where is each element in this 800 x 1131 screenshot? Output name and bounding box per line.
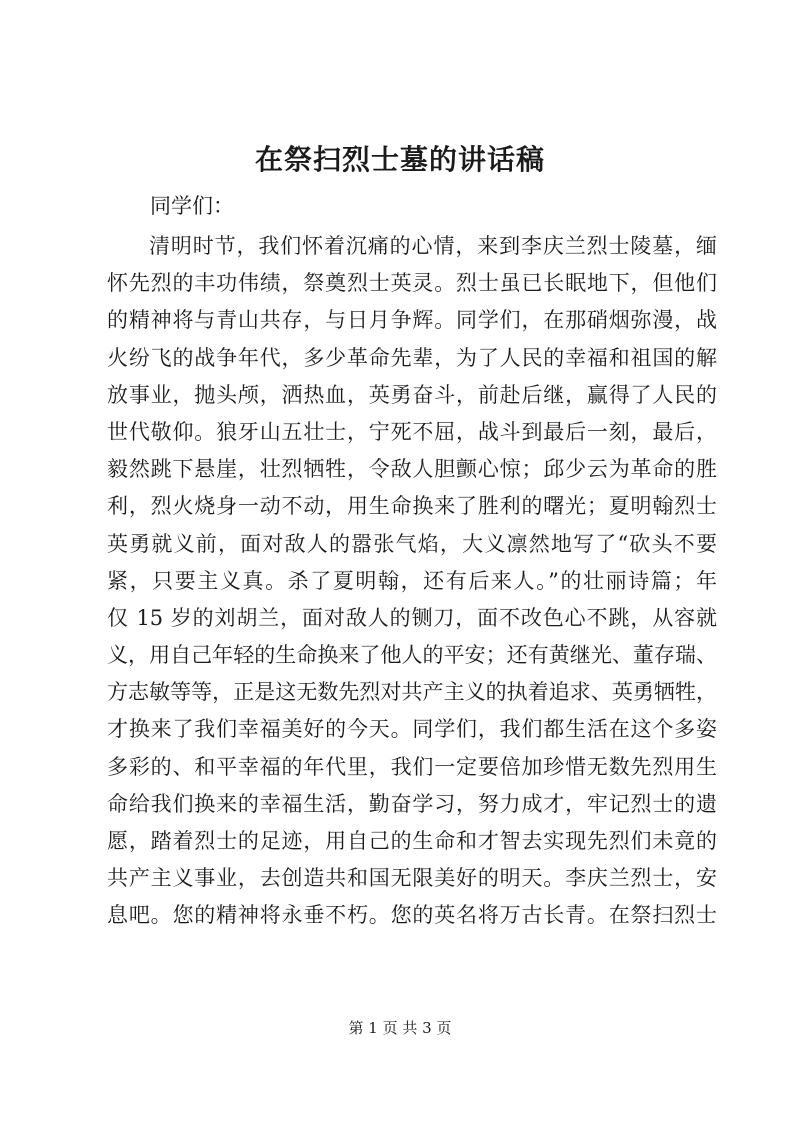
page-footer: 第 1 页 共 3 页	[348, 1019, 452, 1037]
text-line: 仅 15 岁的刘胡兰，面对敌人的铡刀，面不改色心不跳，从容就	[107, 605, 717, 630]
text-line: 才换来了我们幸福美好的今天。同学们，我们都生活在这个多姿	[107, 717, 717, 742]
text-line: 利，烈火烧身一动不动，用生命换来了胜利的曙光；夏明翰烈士	[107, 494, 717, 519]
text-line: 怀先烈的丰功伟绩，祭奠烈士英灵。烈士虽已长眠地下，但他们	[107, 271, 717, 296]
text-line: 火纷飞的战争年代，多少革命先辈，为了人民的幸福和祖国的解	[107, 345, 717, 370]
text-line: 命给我们换来的幸福生活，勤奋学习，努力成才，牢记烈士的遗	[107, 791, 717, 816]
text-line: 多彩的、和平幸福的年代里，我们一定要倍加珍惜无数先烈用生	[107, 754, 717, 779]
text-line: 愿，踏着烈士的足迹，用自己的生命和才智去实现先烈们未竟的	[107, 829, 717, 853]
text-line: 共产主义事业，去创造共和国无限美好的明天。李庆兰烈士，安	[107, 866, 717, 891]
text-line: 息吧。您的精神将永垂不朽。您的英名将万古长青。在祭扫烈士	[107, 903, 717, 928]
text-line: 放事业，抛头颅，洒热血，英勇奋斗，前赴后继，赢得了人民的	[107, 382, 717, 407]
text-line: 英勇就义前，面对敌人的嚣张气焰，大义凛然地写了“砍头不要	[107, 531, 717, 556]
text-line: 方志敏等等，正是这无数先烈对共产主义的执着追求、英勇牺牲，	[107, 680, 717, 705]
text-line: 紧，只要主义真。杀了夏明翰，还有后来人。”的壮丽诗篇；年	[107, 568, 717, 593]
body-paragraph	[107, 228, 717, 935]
text-line: 毅然跳下悬崖，壮烈牺牲，令敌人胆颤心惊；邱少云为革命的胜	[107, 457, 717, 482]
text-line: 义，用自己年轻的生命换来了他人的平安；还有黄继光、董存瑞、	[107, 643, 717, 668]
text-line: 的精神将与青山共存，与日月争辉。同学们，在那硝烟弥漫，战	[107, 308, 717, 333]
salutation: 同学们：	[150, 194, 234, 218]
document-title: 在祭扫烈士墓的讲话稿	[254, 143, 545, 176]
text-line: 世代敬仰。狼牙山五壮士，宁死不屈，战斗到最后一刻，最后，	[107, 419, 717, 444]
text-line: 清明时节，我们怀着沉痛的心情，来到李庆兰烈士陵墓，缅	[149, 234, 717, 258]
